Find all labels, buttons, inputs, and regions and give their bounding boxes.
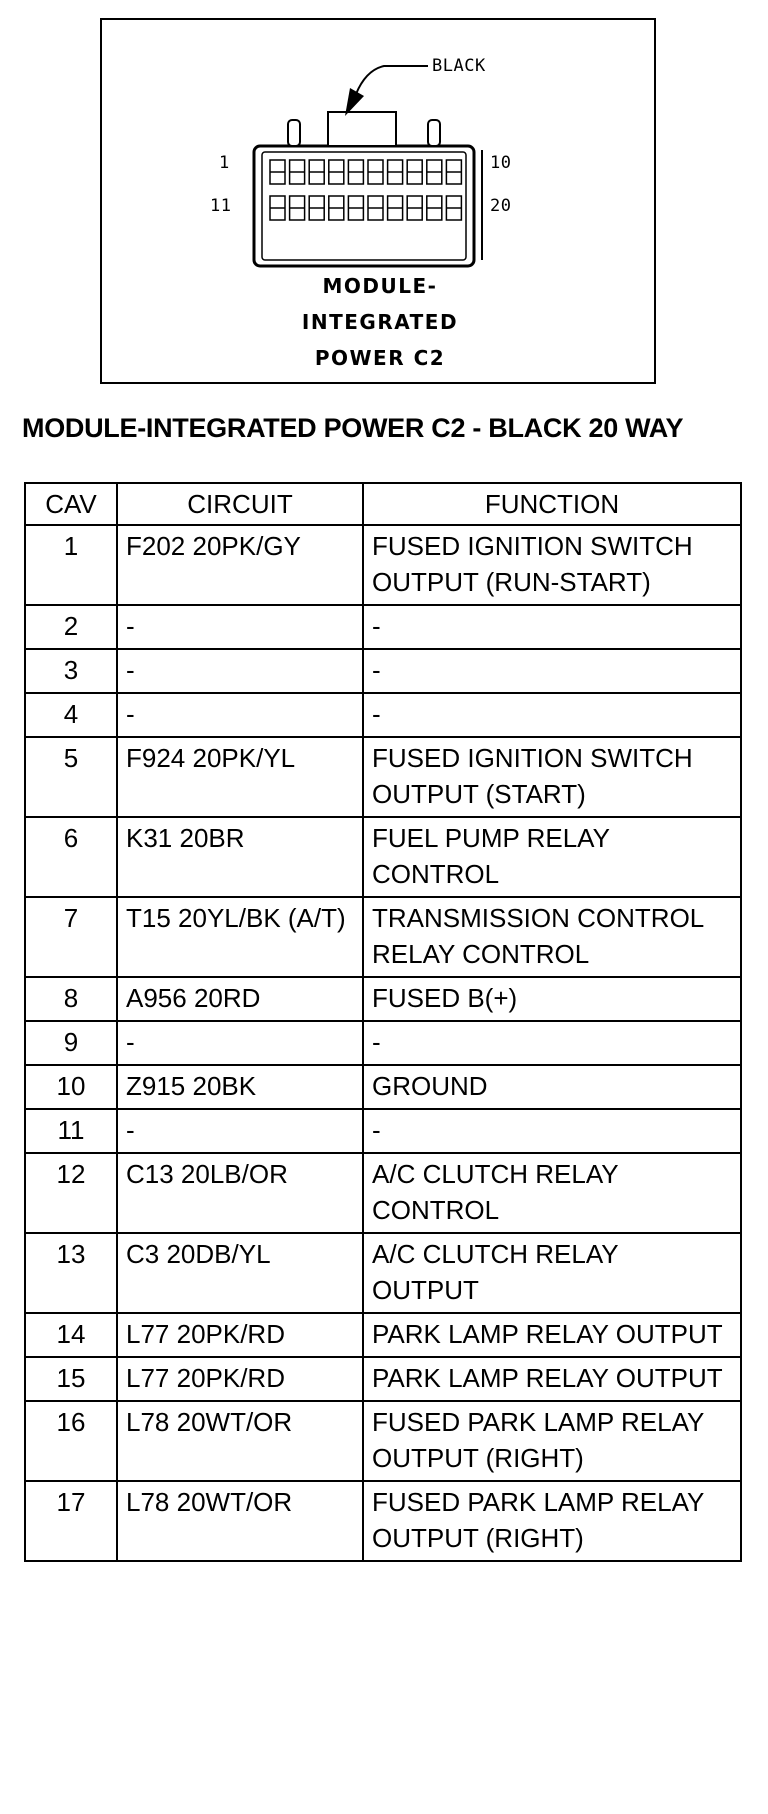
pin-label-11: 11	[210, 196, 232, 216]
circuit-cell: -	[117, 1109, 363, 1153]
table-row	[25, 737, 741, 817]
cav-cell: 11	[25, 1109, 117, 1153]
function-cell: -	[363, 605, 741, 649]
cav-cell: 5	[25, 737, 117, 817]
connector-caption-line-3: POWER C2	[314, 346, 446, 370]
function-cell: -	[363, 1021, 741, 1065]
function-cell: FUSED IGNITION SWITCH OUTPUT (START)	[363, 737, 741, 817]
circuit-cell: F202 20PK/GY	[117, 525, 363, 605]
function-cell: -	[363, 649, 741, 693]
circuit-cell: -	[117, 649, 363, 693]
function-cell: FUSED IGNITION SWITCH OUTPUT (RUN-START)	[363, 525, 741, 605]
circuit-cell: Z915 20BK	[117, 1065, 363, 1109]
circuit-cell: F924 20PK/YL	[117, 737, 363, 817]
connector-diagram	[100, 18, 656, 384]
header-function: FUNCTION	[363, 483, 741, 525]
table-row	[25, 1481, 741, 1561]
cav-cell: 12	[25, 1153, 117, 1233]
function-cell: TRANSMISSION CONTROL RELAY CONTROL	[363, 897, 741, 977]
circuit-cell: L78 20WT/OR	[117, 1481, 363, 1561]
function-cell: FUSED B(+)	[363, 977, 741, 1021]
cav-cell: 3	[25, 649, 117, 693]
circuit-cell: L77 20PK/RD	[117, 1357, 363, 1401]
table-row	[25, 1021, 741, 1065]
circuit-cell: A956 20RD	[117, 977, 363, 1021]
cav-cell: 7	[25, 897, 117, 977]
connector-body	[254, 112, 482, 266]
table-row	[25, 1357, 741, 1401]
pin-label-10: 10	[490, 153, 512, 173]
wire-color-label: BLACK	[432, 56, 486, 76]
cav-cell: 16	[25, 1401, 117, 1481]
table-row	[25, 1401, 741, 1481]
pinout-table	[24, 482, 742, 1562]
circuit-cell: C13 20LB/OR	[117, 1153, 363, 1233]
cav-cell: 15	[25, 1357, 117, 1401]
circuit-cell: K31 20BR	[117, 817, 363, 897]
function-cell: A/C CLUTCH RELAY CONTROL	[363, 1153, 741, 1233]
function-cell: FUSED PARK LAMP RELAY OUTPUT (RIGHT)	[363, 1481, 741, 1561]
cav-cell: 13	[25, 1233, 117, 1313]
circuit-cell: C3 20DB/YL	[117, 1233, 363, 1313]
table-row	[25, 605, 741, 649]
function-cell: -	[363, 693, 741, 737]
function-cell: A/C CLUTCH RELAY OUTPUT	[363, 1233, 741, 1313]
function-cell: GROUND	[363, 1065, 741, 1109]
function-cell: FUSED PARK LAMP RELAY OUTPUT (RIGHT)	[363, 1401, 741, 1481]
circuit-cell: L78 20WT/OR	[117, 1401, 363, 1481]
leader-arrow	[356, 66, 428, 94]
cav-cell: 2	[25, 605, 117, 649]
cav-cell: 9	[25, 1021, 117, 1065]
connector-caption-line-2: INTEGRATED	[301, 310, 459, 334]
circuit-cell: T15 20YL/BK (A/T)	[117, 897, 363, 977]
table-row	[25, 525, 741, 605]
table-row	[25, 897, 741, 977]
cav-cell: 17	[25, 1481, 117, 1561]
table-row	[25, 1313, 741, 1357]
header-circuit: CIRCUIT	[117, 483, 363, 525]
cav-cell: 14	[25, 1313, 117, 1357]
function-cell: FUEL PUMP RELAY CONTROL	[363, 817, 741, 897]
function-cell: PARK LAMP RELAY OUTPUT	[363, 1357, 741, 1401]
cav-cell: 4	[25, 693, 117, 737]
circuit-cell: -	[117, 693, 363, 737]
cav-cell: 8	[25, 977, 117, 1021]
connector-heading: MODULE-INTEGRATED POWER C2 - BLACK 20 WAY	[22, 413, 684, 443]
circuit-cell: L77 20PK/RD	[117, 1313, 363, 1357]
table-row	[25, 1109, 741, 1153]
table-header-row	[25, 483, 741, 525]
circuit-cell: -	[117, 605, 363, 649]
cav-cell: 6	[25, 817, 117, 897]
table-row	[25, 1153, 741, 1233]
table-row	[25, 1065, 741, 1109]
table-row	[25, 817, 741, 897]
function-cell: PARK LAMP RELAY OUTPUT	[363, 1313, 741, 1357]
connector-caption-line-1: MODULE-	[322, 274, 438, 298]
cav-cell: 10	[25, 1065, 117, 1109]
pin-label-1: 1	[219, 153, 230, 173]
header-cav: CAV	[25, 483, 117, 525]
table-row	[25, 1233, 741, 1313]
table-row	[25, 693, 741, 737]
function-cell: -	[363, 1109, 741, 1153]
table-row	[25, 649, 741, 693]
connector-cavities	[270, 160, 461, 220]
pin-label-20: 20	[490, 196, 512, 216]
table-row	[25, 977, 741, 1021]
circuit-cell: -	[117, 1021, 363, 1065]
cav-cell: 1	[25, 525, 117, 605]
